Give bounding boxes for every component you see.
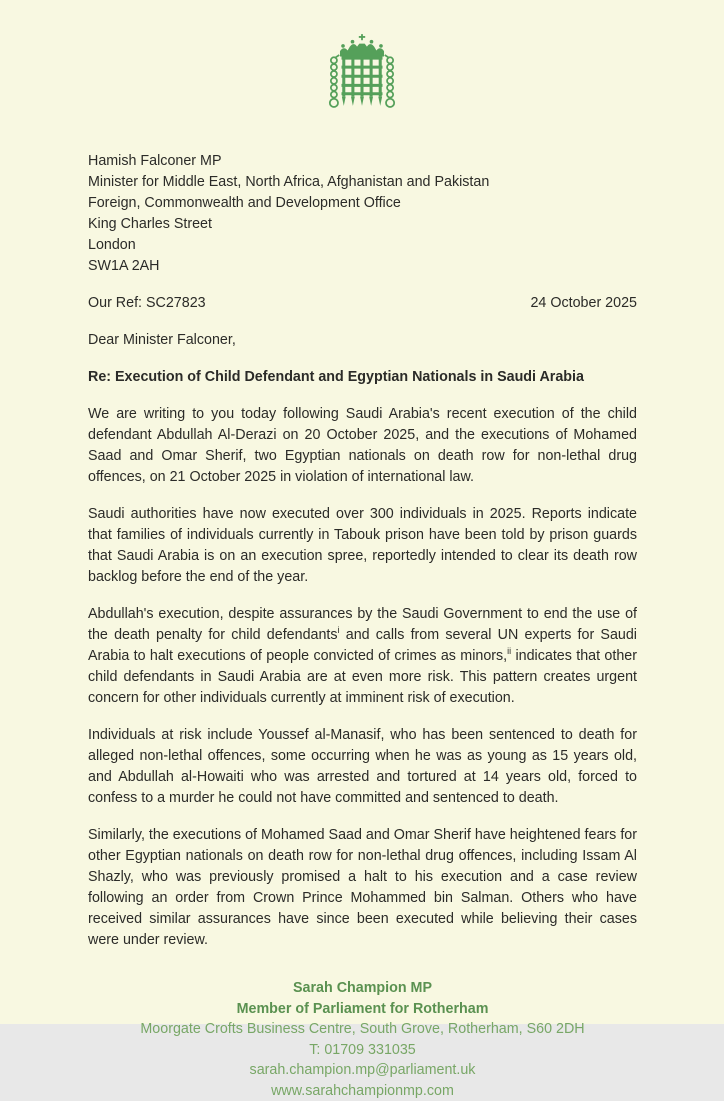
our-ref: Our Ref: SC27823	[88, 293, 206, 314]
paragraph-3-text-b: and calls from several UN experts for Saudi Arabia to halt executions of people convicted of crimes as minors,	[88, 627, 637, 664]
reference-row	[88, 293, 637, 314]
paragraph-2: Saudi authorities have now executed over 300 individuals in 2025. Reports indicate that families of individuals currently in Tabouk prison have been told by prison guards that Saudi Arabia is on an execution spree, reportedly intended to clear its death row backlog before the end of the year.	[88, 504, 637, 588]
sender-name: Sarah Champion MP	[88, 978, 637, 999]
subject-line: Re: Execution of Child Defendant and Egyptian Nationals in Saudi Arabia	[88, 367, 637, 388]
sender-role: Member of Parliament for Rotherham	[88, 999, 637, 1020]
recipient-name: Hamish Falconer MP	[88, 151, 637, 172]
paragraph-3-text-c: indicates that other child defendants in Saudi Arabia are at even more risk. This pattern creates urgent concern for other individuals currently at imminent risk of execution.	[88, 648, 637, 706]
salutation: Dear Minister Falconer,	[88, 330, 637, 351]
recipient-department: Foreign, Commonwealth and Development Office	[88, 193, 637, 214]
footnote-marker-ii: ii	[507, 646, 511, 656]
sender-website: www.sarahchampionmp.com	[88, 1081, 637, 1101]
letter-date: 24 October 2025	[530, 293, 637, 314]
sender-email: sarah.champion.mp@parliament.uk	[88, 1060, 637, 1081]
recipient-street: King Charles Street	[88, 214, 637, 235]
letter-body	[0, 151, 724, 1101]
recipient-city: London	[88, 235, 637, 256]
portcullis-icon	[324, 33, 400, 115]
letterhead-logo-area	[0, 33, 724, 115]
footnote-marker-i: i	[338, 625, 340, 635]
recipient-postcode: SW1A 2AH	[88, 256, 637, 277]
paragraph-4: Individuals at risk include Youssef al-Manasif, who has been sentenced to death for alleged non-lethal offences, some occurring when he was as young as 15 years old, and Abdullah al-Howaiti who was arrested and tortured at 14 years old, forced to confess to a murder he could not have committed and sentenced to death.	[88, 725, 637, 809]
recipient-title: Minister for Middle East, North Africa, Afghanistan and Pakistan	[88, 172, 637, 193]
paragraph-5: Similarly, the executions of Mohamed Saad and Omar Sherif have heightened fears for other Egyptian nationals on death row for non-lethal drug offences, including Issam Al Shazly, who was previously promised a halt to his execution and a case review following an order from Crown Prince Mohammed bin Salman. Others who have received similar assurances have since been executed while believing their cases were under review.	[88, 825, 637, 951]
paragraph-3	[88, 604, 637, 709]
paragraph-3-text-a: Abdullah's execution, despite assurances by the Saudi Government to end the use of the death penalty for child defendants	[88, 606, 637, 643]
sender-phone: T: 01709 331035	[88, 1040, 637, 1061]
paragraph-1: We are writing to you today following Saudi Arabia's recent execution of the child defendant Abdullah Al-Derazi on 20 October 2025, and the executions of Mohamed Saad and Omar Sherif, two Egyptian nationals on death row for non-lethal drug offences, on 21 October 2025 in violation of international law.	[88, 404, 637, 488]
sender-address: Moorgate Crofts Business Centre, South Grove, Rotherham, S60 2DH	[88, 1019, 637, 1040]
sender-footer	[88, 978, 637, 1101]
recipient-address	[88, 151, 637, 277]
